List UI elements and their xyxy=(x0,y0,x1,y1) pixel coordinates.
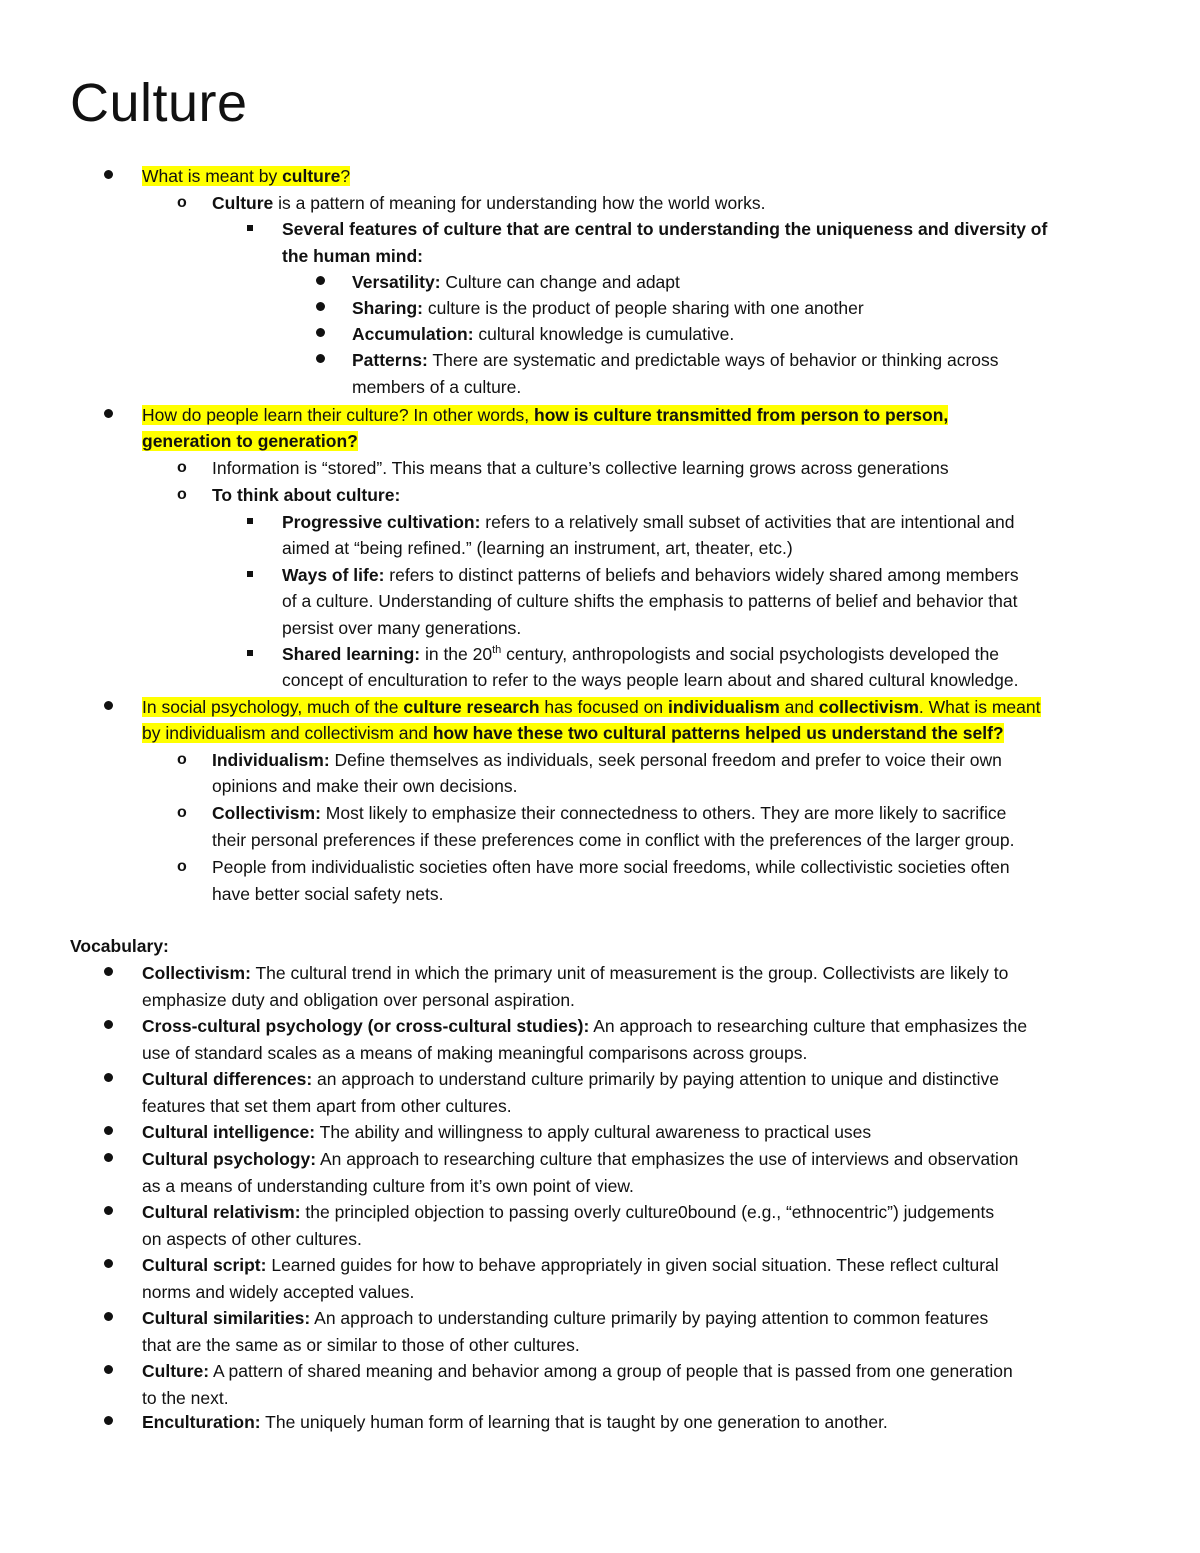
collectivism-l1: Collectivism: Most likely to emphasize their connectedness to others. They are more likely to sacrifice xyxy=(212,803,1007,823)
question-2-l2: generation to generation? xyxy=(142,431,358,451)
bullet-dot xyxy=(104,1416,113,1425)
question-2-l1: How do people learn their culture? In other words, how is culture transmitted from person to person, xyxy=(142,405,949,425)
features-heading-l2: the human mind: xyxy=(282,246,423,266)
bullet-dot xyxy=(104,1365,113,1374)
feature-versatility: Versatility: Culture can change and adapt xyxy=(352,272,680,292)
vocab-term: Cultural differences: xyxy=(142,1069,313,1089)
vocab-definition: The cultural trend in which the primary unit of measurement is the group. Collectivists are likely to xyxy=(250,963,1009,983)
bullet-dot xyxy=(104,1020,113,1029)
question-3-l2: by individualism and collectivism and how have these two cultural patterns helped us understand the self? xyxy=(142,723,1004,743)
bullet-o: o xyxy=(177,194,187,211)
vocabulary-heading: Vocabulary: xyxy=(70,936,169,956)
bullet-square xyxy=(247,571,253,577)
vocab-definition: an approach to understand culture primarily by paying attention to unique and distinctive xyxy=(312,1069,1000,1089)
bullet-dot xyxy=(104,409,113,418)
question-1: What is meant by culture? xyxy=(142,166,351,186)
vocab-definition: An approach to researching culture that emphasizes the use of interviews and observation xyxy=(316,1149,1019,1169)
bullet-dot xyxy=(316,302,325,311)
vocab-definition: The ability and willingness to apply cultural awareness to practical uses xyxy=(315,1122,872,1142)
vocab-definition-cont: that are the same as or similar to those of other cultures. xyxy=(142,1335,580,1355)
bullet-o: o xyxy=(177,751,187,768)
vocab-term: Culture: xyxy=(142,1361,210,1381)
bullet-o: o xyxy=(177,459,187,476)
vocab-term: Cross-cultural psychology (or cross-cultural studies): xyxy=(142,1016,590,1036)
vocab-definition-cont: emphasize duty and obligation over personal aspiration. xyxy=(142,990,575,1010)
vocab-term: Cultural intelligence: xyxy=(142,1122,316,1142)
vocab-definition: The uniquely human form of learning that is taught by one generation to another. xyxy=(260,1412,888,1432)
bullet-dot xyxy=(104,1126,113,1135)
ways-of-life-l2: of a culture. Understanding of culture shifts the emphasis to patterns of belief and behavior that xyxy=(282,591,1018,611)
individualism-l1: Individualism: Define themselves as individuals, seek personal freedom and prefer to voice their own xyxy=(212,750,1002,770)
bullet-o: o xyxy=(177,486,187,503)
vocab-definition: A pattern of shared meaning and behavior among a group of people that is passed from one generation xyxy=(209,1361,1013,1381)
progressive-cultivation-l2: aimed at “being refined.” (learning an instrument, art, theater, etc.) xyxy=(282,538,793,558)
vocab-definition-cont: as a means of understanding culture from it’s own point of view. xyxy=(142,1176,634,1196)
bullet-dot xyxy=(316,328,325,337)
information-stored: Information is “stored”. This means that a culture’s collective learning grows across generations xyxy=(212,458,949,478)
vocab-item xyxy=(142,1305,988,1331)
feature-accumulation: Accumulation: cultural knowledge is cumulative. xyxy=(352,324,735,344)
culture-definition: Culture is a pattern of meaning for understanding how the world works. xyxy=(212,193,766,213)
vocab-definition: the principled objection to passing overly culture0bound (e.g., “ethnocentric”) judgements xyxy=(300,1202,995,1222)
bullet-dot xyxy=(104,1073,113,1082)
vocab-term: Enculturation: xyxy=(142,1412,261,1432)
vocab-item xyxy=(142,960,1008,986)
vocab-definition: Learned guides for how to behave appropriately in given social situation. These reflect cultural xyxy=(266,1255,999,1275)
vocab-term: Collectivism: xyxy=(142,963,251,983)
vocab-term: Cultural script: xyxy=(142,1255,267,1275)
feature-patterns: Patterns: There are systematic and predictable ways of behavior or thinking across xyxy=(352,350,999,370)
vocab-definition-cont: norms and widely accepted values. xyxy=(142,1282,415,1302)
vocab-term: Cultural relativism: xyxy=(142,1202,301,1222)
question-3-l1: In social psychology, much of the culture research has focused on individualism and collectivism. What is meant xyxy=(142,697,1041,717)
vocab-item xyxy=(142,1409,888,1435)
bullet-o: o xyxy=(177,858,187,875)
individualism-l2: opinions and make their own decisions. xyxy=(212,776,518,796)
bullet-dot xyxy=(104,170,113,179)
progressive-cultivation-l1: Progressive cultivation: refers to a relatively small subset of activities that are intentional and xyxy=(282,512,1015,532)
bullet-o: o xyxy=(177,804,187,821)
vocab-item xyxy=(142,1199,994,1225)
bullet-square xyxy=(247,225,253,231)
vocab-definition-cont: use of standard scales as a means of making meaningful comparisons across groups. xyxy=(142,1043,808,1063)
societies-l2: have better social safety nets. xyxy=(212,884,444,904)
ways-of-life-l1: Ways of life: refers to distinct patterns of beliefs and behaviors widely shared among members xyxy=(282,565,1019,585)
vocab-item xyxy=(142,1252,999,1278)
bullet-square xyxy=(247,518,253,524)
ways-of-life-l3: persist over many generations. xyxy=(282,618,522,638)
bullet-dot xyxy=(104,1153,113,1162)
features-heading-l1: Several features of culture that are central to understanding the uniqueness and diversity of xyxy=(282,219,1048,239)
vocab-definition-cont: features that set them apart from other cultures. xyxy=(142,1096,512,1116)
bullet-square xyxy=(247,650,253,656)
vocab-definition: An approach to understanding culture primarily by paying attention to common features xyxy=(310,1308,989,1328)
shared-learning-l2: concept of enculturation to refer to the ways people learn about and shared cultural knowledge. xyxy=(282,670,1019,690)
shared-learning-l1: Shared learning: in the 20th century, anthropologists and social psychologists developed the xyxy=(282,644,1000,664)
vocab-item xyxy=(142,1358,1013,1384)
think-about-culture: To think about culture: xyxy=(212,485,401,505)
bullet-dot xyxy=(104,1259,113,1268)
page-title: Culture xyxy=(70,73,248,133)
vocab-definition-cont: to the next. xyxy=(142,1388,229,1408)
bullet-dot xyxy=(104,1206,113,1215)
vocab-term: Cultural similarities: xyxy=(142,1308,311,1328)
vocab-item xyxy=(142,1146,1018,1172)
bullet-dot xyxy=(104,1312,113,1321)
vocab-item xyxy=(142,1066,999,1092)
societies-l1: People from individualistic societies often have more social freedoms, while collectivistic societies often xyxy=(212,857,1010,877)
vocab-item xyxy=(142,1013,1027,1039)
vocab-item xyxy=(142,1119,871,1145)
vocab-definition-cont: on aspects of other cultures. xyxy=(142,1229,362,1249)
bullet-dot xyxy=(104,701,113,710)
vocab-definition: An approach to researching culture that emphasizes the xyxy=(589,1016,1028,1036)
feature-patterns-l2: members of a culture. xyxy=(352,377,522,397)
collectivism-l2: their personal preferences if these preferences come in conflict with the preferences of the larger group. xyxy=(212,830,1015,850)
bullet-dot xyxy=(316,354,325,363)
vocab-term: Cultural psychology: xyxy=(142,1149,317,1169)
bullet-dot xyxy=(104,967,113,976)
feature-sharing: Sharing: culture is the product of people sharing with one another xyxy=(352,298,864,318)
bullet-dot xyxy=(316,276,325,285)
